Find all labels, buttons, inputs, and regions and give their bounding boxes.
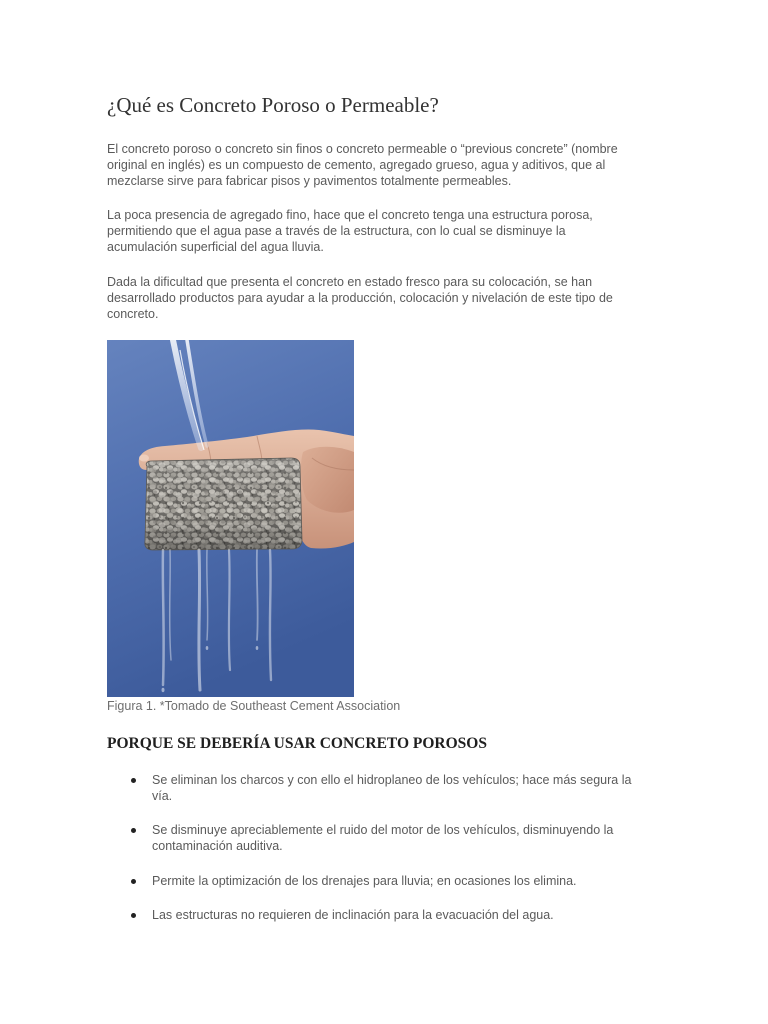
list-item-line: Permite la optimización de los drenajes para lluvia; en ocasiones los elimina. (152, 874, 577, 888)
paragraph-line: Dada la dificultad que presenta el concreto en estado fresco para su colocación, se han (107, 275, 593, 289)
list-item-line: contaminación auditiva. (152, 839, 283, 853)
bullet-icon (131, 778, 136, 783)
list-item-line: Las estructuras no requieren de inclinación para la evacuación del agua. (152, 908, 554, 922)
paragraph-line: concreto. (107, 307, 159, 321)
products-paragraph (107, 274, 613, 322)
paragraph-line: El concreto poroso o concreto sin finos o concreto permeable o “previous concrete” (nombre (107, 142, 618, 156)
list-item-text (152, 822, 613, 854)
intro-paragraph (107, 141, 618, 189)
list-item-text (152, 772, 631, 804)
bullet-icon (131, 913, 136, 918)
concrete-photo (107, 340, 354, 697)
page-title: ¿Qué es Concreto Poroso o Permeable? (107, 93, 439, 117)
list-item (131, 772, 632, 804)
bullet-icon (131, 879, 136, 884)
section-heading: PORQUE SE DEBERÍA USAR CONCRETO POROSOS (107, 735, 487, 752)
bullet-icon (131, 828, 136, 833)
porous-concrete-block (145, 458, 302, 550)
list-item-line: Se eliminan los charcos y con ello el hidroplaneo de los vehículos; hace más segura la (152, 773, 632, 787)
list-item-text (152, 907, 554, 923)
list-item-line: vía. (152, 789, 173, 803)
paragraph-line: permitiendo que el agua pase a través de la estructura, con lo cual se disminuye la (107, 224, 566, 238)
paragraph-line: acumulación superficial del agua lluvia. (107, 240, 324, 254)
paragraph-line: desarrollado productos para ayudar a la producción, colocación y nivelación de este tipo de (107, 291, 613, 305)
paragraph-line: original en inglés) es un compuesto de cemento, agregado grueso, agua y aditivos, que al (107, 158, 606, 172)
paragraph-line: La poca presencia de agregado fino, hace que el concreto tenga una estructura porosa, (107, 208, 593, 222)
figure-caption: Figura 1. *Tomado de Southeast Cement Association (107, 699, 401, 713)
list-item (131, 907, 554, 923)
porosity-paragraph (107, 207, 593, 255)
list-item (131, 873, 577, 889)
list-item-text (152, 873, 577, 889)
list-item-line: Se disminuye apreciablemente el ruido del motor de los vehículos, disminuyendo la (152, 823, 614, 837)
list-item (131, 822, 614, 854)
paragraph-line: mezclarse sirve para fabricar pisos y pavimentos totalmente permeables. (107, 174, 512, 188)
